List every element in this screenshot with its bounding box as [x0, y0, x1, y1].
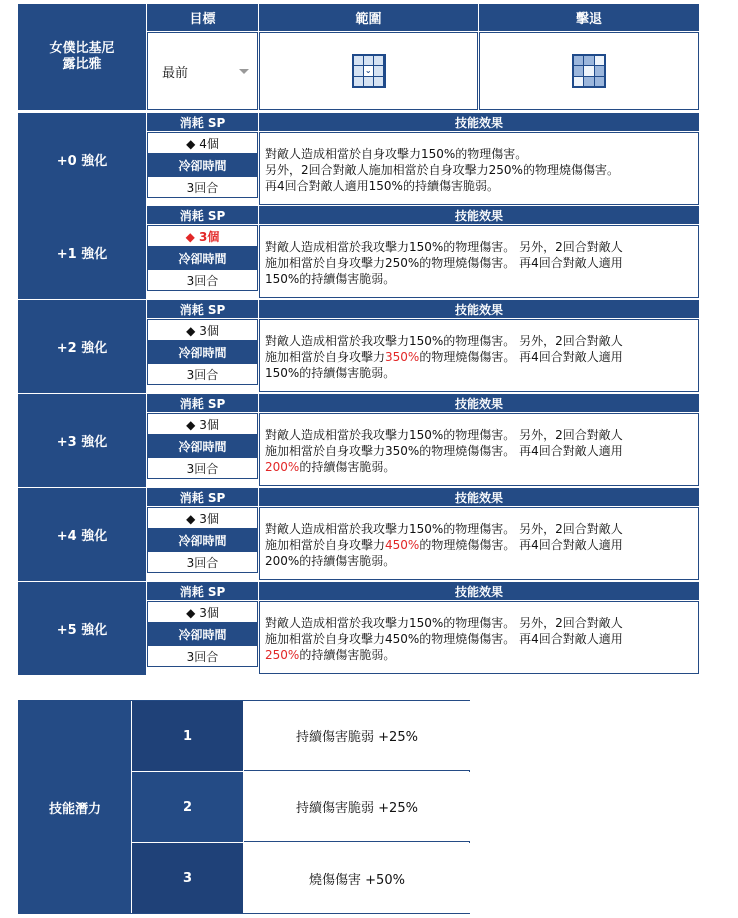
effect-fragment: 的持續傷害脆弱。: [299, 460, 396, 474]
effect-fragment: 施加相當於自身攻擊力450%的物理燒傷傷害。 再4回合對敵人適用: [265, 632, 623, 646]
effect-header: 技能效果: [259, 582, 699, 600]
sp-header: 消耗 SP: [147, 113, 258, 131]
effect-header: 技能效果: [259, 300, 699, 318]
skill-potential-table: [18, 700, 470, 914]
effect-fragment: 的物理燒傷傷害。 再4回合對敵人適用: [419, 350, 623, 364]
sp-cost: ◆ 3個: [147, 413, 258, 435]
effect-text: [259, 225, 699, 298]
effect-fragment: 對敵人造成相當於我攻擊力150%的物理傷害。 另外，2回合對敵人: [265, 428, 623, 442]
potential-value: 持續傷害脆弱 +25%: [244, 772, 470, 842]
skill-header: [18, 4, 699, 110]
effect-header: 技能效果: [259, 488, 699, 506]
effect-header: 技能效果: [259, 394, 699, 412]
effect-line: [265, 615, 698, 631]
effect-fragment: 的物理燒傷傷害。 再4回合對敵人適用: [419, 538, 623, 552]
potential-label: 技能潛力: [19, 701, 131, 913]
effect-fragment: 150%的持續傷害脆弱。: [265, 272, 396, 286]
effect-line: [265, 553, 698, 569]
chevron-down-icon: [239, 69, 249, 74]
effect-fragment: 施加相當於自身攻擊力250%的物理燒傷傷害。 再4回合對敵人適用: [265, 256, 623, 270]
effect-fragment: 對敵人造成相當於我攻擊力150%的物理傷害。 另外，2回合對敵人: [265, 522, 623, 536]
effect-text: [259, 413, 699, 486]
effect-fragment: 施加相當於自身攻擊力350%的物理燒傷傷害。 再4回合對敵人適用: [265, 444, 623, 458]
level-label: +2 強化: [18, 300, 146, 393]
cooldown-value: 3回合: [147, 457, 258, 479]
effect-fragment: 對敵人造成相當於我攻擊力150%的物理傷害。 另外，2回合對敵人: [265, 334, 623, 348]
sp-cost: ◆ 3個: [147, 507, 258, 529]
effect-text: [259, 507, 699, 580]
enhancement-block: [18, 488, 699, 581]
grid-knockback-icon: [572, 54, 606, 88]
level-label: +5 強化: [18, 582, 146, 675]
sp-header: 消耗 SP: [147, 300, 258, 318]
effect-fragment: 200%的持續傷害脆弱。: [265, 554, 396, 568]
cooldown-header: 冷卻時間: [147, 435, 258, 457]
effect-fragment: 的持續傷害脆弱。: [299, 648, 396, 662]
cooldown-value: 3回合: [147, 551, 258, 573]
sp-cost: ◆ 3個: [147, 601, 258, 623]
knockback-header: 擊退: [479, 4, 699, 31]
enhancement-block: [18, 113, 699, 206]
effect-text: [259, 319, 699, 392]
cooldown-value: 3回合: [147, 645, 258, 667]
sp-cost: ◆ 3個: [147, 225, 258, 247]
potential-value: 燒傷傷害 +50%: [244, 843, 470, 913]
enhancement-block: [18, 206, 699, 299]
effect-line: [265, 162, 698, 178]
effect-header: 技能效果: [259, 206, 699, 224]
potential-num: 3: [132, 843, 243, 913]
effect-fragment: 對敵人造成相當於我攻擊力150%的物理傷害。 另外，2回合對敵人: [265, 240, 623, 254]
enhancement-block: [18, 582, 699, 675]
highlight-value: 350%: [385, 350, 420, 364]
effect-line: [265, 443, 698, 459]
effect-line: [265, 427, 698, 443]
level-label: +4 強化: [18, 488, 146, 581]
potential-value: 持續傷害脆弱 +25%: [244, 701, 470, 771]
sp-cost: ◆ 4個: [147, 132, 258, 154]
level-label: +0 強化: [18, 113, 146, 206]
highlight-value: 200%: [265, 460, 300, 474]
cooldown-header: 冷卻時間: [147, 341, 258, 363]
effect-line: [265, 631, 698, 647]
target-value: 最前: [162, 65, 189, 81]
cooldown-header: 冷卻時間: [147, 154, 258, 176]
cooldown-value: 3回合: [147, 269, 258, 291]
effect-line: [265, 333, 698, 349]
effect-line: [265, 146, 698, 162]
level-label: +1 強化: [18, 206, 146, 299]
effect-line: [265, 647, 698, 663]
sp-header: 消耗 SP: [147, 394, 258, 412]
effect-line: [265, 178, 698, 194]
highlight-value: 250%: [265, 648, 300, 662]
effect-line: [265, 271, 698, 287]
cooldown-header: 冷卻時間: [147, 529, 258, 551]
effect-fragment: 再4回合對敵人適用150%的持續傷害脆弱。: [265, 179, 499, 193]
potential-num: 1: [132, 701, 243, 771]
effect-fragment: 150%的持續傷害脆弱。: [265, 366, 396, 380]
cooldown-header: 冷卻時間: [147, 623, 258, 645]
sp-header: 消耗 SP: [147, 206, 258, 224]
character-name: 女僕比基尼 露比雅: [18, 4, 146, 110]
effect-line: [265, 537, 698, 553]
enhancement-block: [18, 300, 699, 393]
range-cell: [259, 32, 478, 110]
sp-header: 消耗 SP: [147, 488, 258, 506]
effect-line: [265, 459, 698, 475]
potential-num: 2: [132, 772, 243, 842]
effect-line: [265, 239, 698, 255]
enhancement-block: [18, 394, 699, 487]
effect-header: 技能效果: [259, 113, 699, 131]
range-header: 範圍: [259, 4, 478, 31]
cooldown-value: 3回合: [147, 176, 258, 198]
grid-target-icon: ⌄: [352, 54, 386, 88]
effect-line: [265, 521, 698, 537]
cooldown-value: 3回合: [147, 363, 258, 385]
sp-cost: ◆ 3個: [147, 319, 258, 341]
effect-fragment: 對敵人造成相當於自身攻擊力150%的物理傷害。: [265, 147, 528, 161]
sp-header: 消耗 SP: [147, 582, 258, 600]
target-dropdown[interactable]: [147, 32, 258, 110]
effect-line: [265, 349, 698, 365]
cooldown-header: 冷卻時間: [147, 247, 258, 269]
effect-fragment: 施加相當於自身攻擊力: [265, 538, 386, 552]
effect-line: [265, 255, 698, 271]
effect-text: [259, 601, 699, 674]
effect-line: [265, 365, 698, 381]
level-label: +3 強化: [18, 394, 146, 487]
effect-text: [259, 132, 699, 205]
effect-fragment: 對敵人造成相當於我攻擊力150%的物理傷害。 另外，2回合對敵人: [265, 616, 623, 630]
effect-fragment: 另外，2回合對敵人施加相當於自身攻擊力250%的物理燒傷傷害。: [265, 163, 619, 177]
knockback-cell: [479, 32, 699, 110]
effect-fragment: 施加相當於自身攻擊力: [265, 350, 386, 364]
target-header: 目標: [147, 4, 258, 31]
highlight-value: 450%: [385, 538, 420, 552]
